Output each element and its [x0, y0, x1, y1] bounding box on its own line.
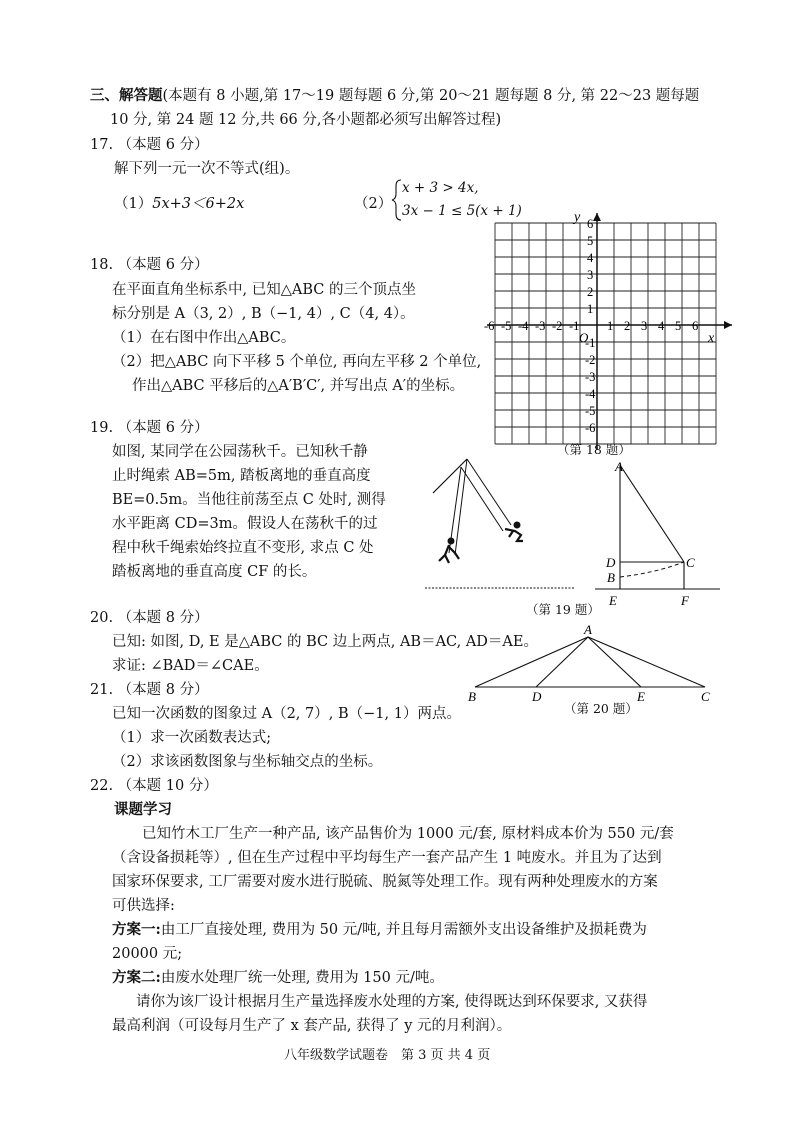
section-header	[90, 89, 699, 104]
q18-caption: （第 18 题）	[557, 442, 631, 457]
q21-part2: （2）求该函数图象与坐标轴交点的坐标。	[112, 754, 383, 770]
q17-part2-line2: 3x − 1 ≤ 5(x + 1)	[402, 203, 522, 219]
section-title: 三、解答题	[90, 87, 163, 104]
x-axis-arrow-icon	[724, 321, 732, 329]
y-tick-label: 2	[587, 285, 594, 299]
q19-line: 程中秋千绳索始终拉直不变形, 求点 C 处	[112, 540, 374, 556]
y-tick-label: 6	[587, 217, 594, 231]
q22-para1-line2: （含设备损耗等）, 但在生产过程中平均每生产一套产品产生 1 吨废水。并且为了达到	[112, 850, 662, 866]
q22-plan1	[112, 923, 647, 938]
y-tick-label: -1	[585, 336, 596, 350]
q17-part2-label: （2）	[354, 196, 393, 212]
q20-caption: （第 20 题）	[564, 701, 638, 716]
q19-line: BE=0.5m。当他往前荡至点 C 处时, 测得	[112, 492, 386, 508]
q21-header: 21. （本题 8 分）	[90, 682, 209, 698]
q21-part1: （1）求一次函数表达式;	[112, 730, 272, 746]
x-axis-label: x	[708, 331, 715, 346]
q22-plan1-label: 方案一:	[112, 921, 161, 938]
q17-header: 17. （本题 6 分）	[90, 137, 209, 153]
x-tick-label: 4	[658, 319, 665, 333]
y-tick-label: -3	[585, 370, 596, 384]
q22-para1-line3: 国家环保要求, 工厂需要对废水进行脱硫、脱氮等处理工作。现有两种处理废水的方案	[112, 874, 658, 890]
x-tick-label: 5	[675, 319, 682, 333]
x-tick-label: 1	[607, 319, 614, 333]
q19-line: 如图, 某同学在公园荡秋千。已知秋千静	[112, 444, 368, 460]
x-tick-label: -6	[484, 319, 495, 333]
section-intro-2: 10 分, 第 24 题 12 分,共 66 分,各小题都必须写出解答过程)	[110, 112, 502, 128]
q22-plan1-cont: 20000 元;	[112, 946, 183, 962]
q19-line: 止时绳索 AB=5m, 踏板离地的垂直高度	[112, 468, 371, 484]
x-tick-label: -3	[535, 319, 546, 333]
q19-label-F: F	[681, 593, 689, 608]
y-axis-arrow-icon	[593, 213, 601, 221]
origin-label: O	[579, 330, 589, 345]
q19-figure	[595, 455, 725, 615]
q22-plan2-text: 由废水处理厂统一处理, 费用为 150 元/吨。	[160, 970, 444, 986]
q22-para2-line1: 请你为该厂设计根据月生产量选择废水处理的方案, 使得既达到环保要求, 又获得	[136, 994, 648, 1010]
q22-header: 22. （本题 10 分）	[90, 778, 218, 794]
q20-label-C: C	[701, 689, 710, 704]
q20-label-D: D	[532, 689, 542, 704]
q18-part2b: 作出△ABC 平移后的△A′B′C′, 并写出点 A′的坐标。	[132, 378, 465, 394]
q19-label-E: E	[609, 593, 617, 608]
y-tick-label: -6	[585, 421, 596, 435]
q18-part1: （1）在右图中作出△ABC。	[112, 330, 296, 346]
y-tick-label: -2	[585, 353, 596, 367]
x-tick-labels	[484, 319, 698, 333]
q19-label-A: A	[615, 459, 623, 474]
y-tick-label: 3	[587, 268, 594, 282]
x-tick-label: -5	[501, 319, 512, 333]
y-tick-label: 5	[587, 234, 594, 248]
x-tick-label: 3	[641, 319, 648, 333]
swing-illustration	[425, 455, 580, 595]
x-tick-label: 6	[692, 319, 699, 333]
y-tick-label: 4	[587, 251, 594, 265]
q20-label-E: E	[637, 689, 645, 704]
x-tick-label: 2	[624, 319, 631, 333]
q18-part2a: （2）把△ABC 向下平移 5 个单位, 再向左平移 2 个单位,	[112, 354, 482, 370]
q19-line: 水平距离 CD=3m。假设人在荡秋千的过	[112, 516, 378, 532]
q22-plan2-label: 方案二:	[112, 969, 161, 986]
y-axis-label: y	[574, 210, 581, 225]
y-tick-label: -4	[585, 387, 596, 401]
q22-plan1-text: 由工厂直接处理, 费用为 50 元/吨, 并且每月需额外支出设备维护及损耗费为	[160, 922, 647, 938]
q19-label-C: C	[686, 555, 695, 570]
x-tick-label: -2	[552, 319, 563, 333]
page-footer: 八年级数学试题卷 第 3 页 共 4 页	[284, 1048, 491, 1063]
q18-line1: 在平面直角坐标系中, 已知△ABC 的三个顶点坐	[112, 282, 416, 298]
q22-plan2	[112, 971, 444, 986]
x-tick-label: -1	[569, 319, 580, 333]
q20-label-B: B	[468, 689, 476, 704]
grid-lines	[495, 223, 716, 444]
q20-label-A: A	[584, 622, 592, 637]
q19-caption: （第 19 题）	[526, 602, 600, 617]
q22-para1-line4: 可供选择:	[112, 898, 175, 914]
q22-para2-line2: 最高利润（可设每月生产了 x 套产品, 获得了 y 元的月利润）。	[112, 1018, 512, 1034]
q19-label-D: D	[606, 555, 616, 570]
q18-line2: 标分别是 A（3, 2）, B（−1, 4）, C（4, 4）。	[112, 306, 415, 322]
section-intro-1: (本题有 8 小题,第 17～19 题每题 6 分,第 20～21 题每题 8 分, 第 22～23 题每题	[162, 88, 700, 104]
q19-label-B: B	[607, 570, 615, 585]
coordinate-grid	[470, 205, 720, 450]
person-swinging-icon	[505, 522, 523, 542]
q17-part1-expr: 5x+3＜6+2x	[152, 196, 245, 212]
q17-part1	[114, 197, 244, 212]
q22-para1-line1: 已知竹木工厂生产一种产品, 该产品售价为 1000 元/套, 原材料成本价为 550 元/套	[142, 826, 674, 842]
q18-header: 18. （本题 6 分）	[90, 257, 209, 273]
q20-header: 20. （本题 8 分）	[90, 610, 209, 626]
q22-subtitle: 课题学习	[114, 801, 172, 818]
q20-line2: 求证: ∠BAD＝∠CAE。	[112, 658, 269, 674]
q19-header: 19. （本题 6 分）	[90, 420, 209, 436]
y-tick-label: 1	[587, 302, 594, 316]
x-tick-label: -4	[518, 319, 529, 333]
q19-line: 踏板离地的垂直高度 CF 的长。	[112, 564, 317, 580]
q20-line1: 已知: 如图, D, E 是△ABC 的 BC 边上两点, AB＝AC, AD＝AE。	[112, 634, 538, 650]
q17-prompt: 解下列一元一次不等式(组)。	[114, 161, 300, 177]
q17-part1-label: （1）	[114, 196, 153, 212]
y-tick-label: -5	[585, 404, 596, 418]
q21-line1: 已知一次函数的图象过 A（2, 7）, B（−1, 1）两点。	[112, 706, 461, 722]
q17-part2-line1: x + 3 > 4x,	[402, 180, 479, 196]
q20-figure	[465, 622, 720, 704]
y-tick-labels	[585, 217, 596, 435]
